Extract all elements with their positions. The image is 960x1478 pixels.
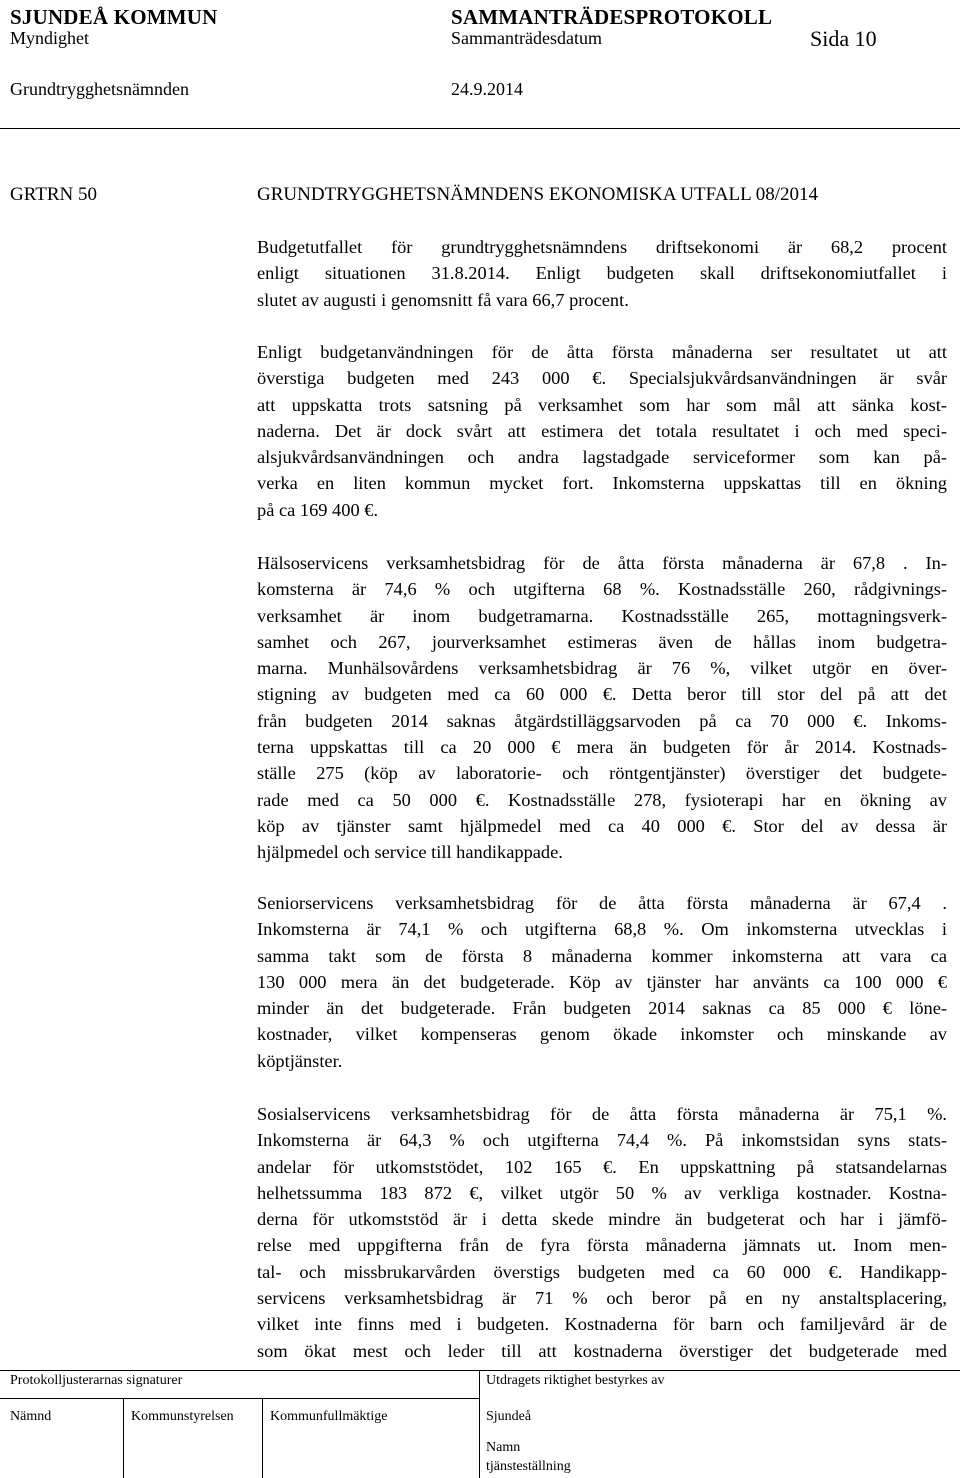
- text-line: stigning av budgeten med ca 60 000 €. Detta beror till stor del på att det: [257, 684, 947, 705]
- text-line: minder än det budgeterade. Från budgeten 2014 saknas ca 85 000 € löne-: [257, 998, 947, 1019]
- section-number: GRTRN 50: [10, 184, 98, 205]
- text-line: som ökat mest och leder till att kostnaderna överstiger det budgeterade med: [257, 1340, 947, 1361]
- text-line: naderna. Det är dock svårt att estimera det totala resultatet i och med speci-: [257, 420, 947, 441]
- section-title: GRUNDTRYGGHETSNÄMNDENS EKONOMISKA UTFALL 08/2014: [257, 184, 819, 205]
- text-line: överstiga budgeten med 243 000 €. Specialsjukvårdsanvändningen är svår: [257, 368, 947, 389]
- footer-position-label: tjänsteställning: [486, 1459, 571, 1474]
- text-line: verksamhet är inom budgetramarna. Kostnadsställe 265, mottagningsverk-: [257, 605, 947, 626]
- text-line: helhetssumma 183 872 €, vilket utgör 50 % av verkliga kostnader. Kostna-: [257, 1182, 947, 1203]
- text-line: 130 000 mera än det budgeterade. Köp av tjänster har använts ca 100 000 €: [257, 971, 947, 992]
- text-line: enligt situationen 31.8.2014. Enligt budgeten skall driftsekonomiutfallet i: [257, 263, 947, 284]
- text-line: verka en liten kommun mycket fort. Inkomsterna uppskattas till en ökning: [257, 473, 947, 494]
- page-number: Sida 10: [810, 26, 877, 51]
- text-line: alsjukvårdsanvändningen och andra lagstadgade serviceformer som kan på-: [257, 447, 947, 468]
- text-line: terna uppskattas till ca 20 000 € mera än budgeten för år 2014. Kostnads-: [257, 737, 947, 758]
- text-line: andelar för utkomststödet, 102 165 €. En uppskattning på statsandelarnas: [257, 1156, 947, 1177]
- text-line: Inkomsterna är 64,3 % och utgifterna 74,4 %. På inkomstsidan syns stats-: [257, 1130, 947, 1151]
- text-line: samhet och 267, jourverksamhet estimeras även de hållas inom budgetra-: [257, 631, 947, 652]
- footer-center-divider: [479, 1370, 480, 1478]
- text-line: hjälpmedel och service till handikappade.: [257, 842, 563, 863]
- date-label: Sammanträdesdatum: [451, 28, 602, 48]
- footer-top-rule: [0, 1370, 960, 1371]
- text-line: vilket inte finns med i budgeten. Kostnaderna för barn och familjevård är de: [257, 1314, 947, 1335]
- meeting-date: 24.9.2014: [451, 79, 523, 99]
- text-line: Sosialservicens verksamhetsbidrag för de åtta första månaderna är 75,1 %.: [257, 1104, 947, 1124]
- text-line: derna för utkomststöd är i detta skede mindre än budgeterat och har i jämfö-: [257, 1209, 947, 1230]
- text-line: Hälsoservicens verksamhetsbidrag för de åtta första månaderna är 67,8 . In-: [257, 553, 947, 573]
- signature-column-executive: Kommunstyrelsen: [131, 1409, 234, 1424]
- signature-column-council: Kommunfullmäktige: [270, 1409, 388, 1424]
- paragraph-budget-outcome: [257, 234, 947, 313]
- authority-label: Myndighet: [10, 28, 89, 48]
- text-line: köptjänster.: [257, 1050, 343, 1071]
- text-line: marna. Munhälsovårdens verksamhetsbidrag är 76 %, vilket utgör en över-: [257, 658, 947, 679]
- footer-name-label: Namn: [486, 1440, 521, 1455]
- footer-col-divider-1: [123, 1398, 124, 1478]
- org-name: SJUNDEÅ KOMMUN: [10, 5, 218, 29]
- text-line: Seniorservicens verksamhetsbidrag för de åtta första månaderna är 67,4 .: [257, 893, 947, 913]
- text-line: tal- och missbrukarvården överstigs budgeten med ca 60 000 €. Handikapp-: [257, 1261, 947, 1282]
- doc-type: SAMMANTRÄDESPROTOKOLL: [451, 5, 773, 29]
- verified-by-label: Utdragets riktighet bestyrkes av: [486, 1373, 665, 1388]
- authority-name: Grundtrygghetsnämnden: [10, 79, 189, 99]
- paragraph-budget-usage: [257, 339, 947, 523]
- text-line: Inkomsterna är 74,1 % och utgifterna 68,8 %. Om inkomsterna utvecklas i: [257, 919, 947, 940]
- paragraph-social-services: [257, 1101, 947, 1364]
- text-line: slutet av augusti i genomsnitt få vara 66,7 procent.: [257, 289, 629, 310]
- text-line: från budgeten 2014 saknas åtgärdstilläggsarvoden på ca 70 000 €. Inkoms-: [257, 710, 947, 731]
- text-line: på ca 169 400 €.: [257, 499, 379, 520]
- text-line: att uppskatta trots satsning på verksamhet som har som mål att sänka kost-: [257, 394, 947, 415]
- paragraph-health-services: [257, 550, 947, 866]
- text-line: servicens verksamhetsbidrag är 71 % och beror på en ny anstaltsplacering,: [257, 1288, 947, 1309]
- footer-place: Sjundeå: [486, 1409, 532, 1424]
- footer-header-rule: [0, 1398, 479, 1399]
- text-line: köp av tjänster samt hjälpmedel med ca 40 000 €. Stor del av dessa är: [257, 815, 947, 836]
- text-line: relse med uppgifterna från de fyra första månaderna jämnats ut. Inom men-: [257, 1235, 947, 1256]
- text-line: rade med ca 50 000 €. Kostnadsställe 278, fysioterapi har en ökning av: [257, 789, 947, 810]
- text-line: samma takt som de första 8 månaderna kommer inkomsterna att vara ca: [257, 945, 947, 966]
- footer-col-divider-2: [262, 1398, 263, 1478]
- text-line: kostnader, vilket kompenseras genom ökade inkomster och minskande av: [257, 1024, 947, 1045]
- signature-column-board: Nämnd: [10, 1409, 52, 1424]
- paragraph-senior-services: [257, 890, 947, 1074]
- header-divider: [0, 128, 960, 129]
- text-line: Budgetutfallet för grundtrygghetsnämndens driftsekonomi är 68,2 procent: [257, 237, 947, 257]
- text-line: komsterna är 74,6 % och utgifterna 68 %. Kostnadsställe 260, rådgivnings-: [257, 579, 947, 600]
- signatures-label: Protokolljusterarnas signaturer: [10, 1373, 183, 1388]
- text-line: ställe 275 (köp av laboratorie- och röntgentjänster) överstiger det budgete-: [257, 763, 947, 784]
- text-line: Enligt budgetanvändningen för de åtta första månaderna ser resultatet ut att: [257, 342, 947, 362]
